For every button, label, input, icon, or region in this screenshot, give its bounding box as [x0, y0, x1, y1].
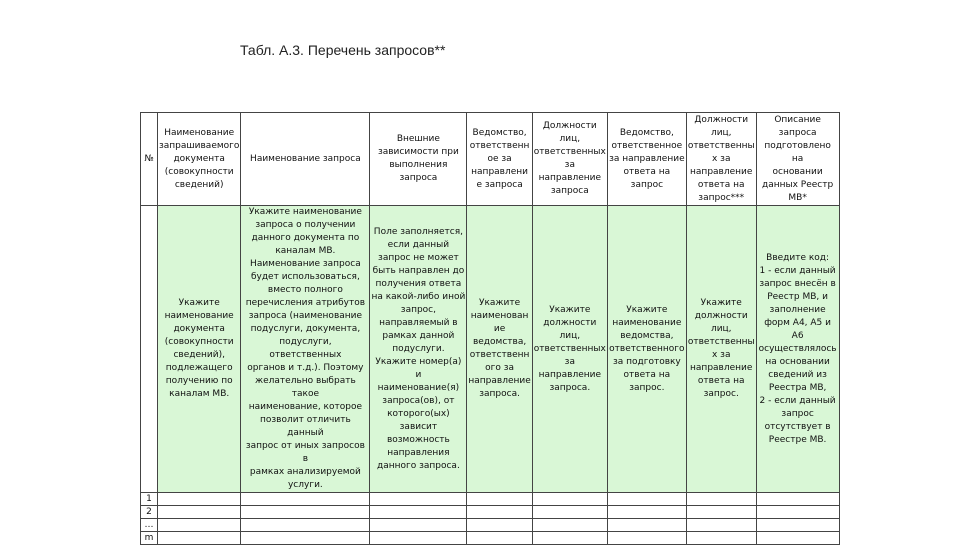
- table-cell[interactable]: [241, 532, 370, 545]
- table-cell[interactable]: [532, 506, 607, 519]
- instruction-cell-sender-positions: Укажите должности лиц, ответственных за направление запроса.: [532, 206, 607, 493]
- instruction-cell-sender-agency: Укажите наименован ие ведомства, ответственн ого за направление запроса.: [467, 206, 532, 493]
- table-cell[interactable]: [686, 506, 756, 519]
- requests-table: [140, 112, 840, 545]
- table-cell[interactable]: [467, 532, 532, 545]
- header-cell-request-name: Наименование запроса: [241, 113, 370, 206]
- table-cell[interactable]: [686, 519, 756, 532]
- header-cell-response-positions: Должности лиц, ответственны х за направление ответа на запрос***: [686, 113, 756, 206]
- row-number: …: [141, 519, 158, 532]
- table-cell[interactable]: [607, 519, 686, 532]
- row-number: 1: [141, 493, 158, 506]
- instruction-cell-dependencies: Поле заполняется, если данный запрос не может быть направлен до получения ответа на какой-либо иной запрос, направляемый в рамках данной подуслуги. Укажите номер(а) и наименование(я) запроса(ов), от которого(ых) зависит возможность направления данного запроса.: [370, 206, 467, 493]
- table-cell[interactable]: [686, 532, 756, 545]
- table-cell[interactable]: [370, 493, 467, 506]
- table-title: Табл. А.3. Перечень запросов**: [240, 42, 446, 58]
- table-row: [141, 519, 840, 532]
- row-number: 2: [141, 506, 158, 519]
- header-cell-dependencies: Внешние зависимости при выполнения запроса: [370, 113, 467, 206]
- instruction-cell-document: Укажите наименование документа (совокупности сведений), подлежащего получению по каналам МВ.: [158, 206, 241, 493]
- table-row: [141, 532, 840, 545]
- table-cell[interactable]: [158, 493, 241, 506]
- table-cell[interactable]: [158, 506, 241, 519]
- table-cell[interactable]: [756, 506, 839, 519]
- table-cell[interactable]: [607, 506, 686, 519]
- instruction-cell-response-positions: Укажите должности лиц, ответственны х за направление ответа на запрос.: [686, 206, 756, 493]
- table-cell[interactable]: [756, 493, 839, 506]
- table-cell[interactable]: [241, 506, 370, 519]
- table-cell[interactable]: [370, 519, 467, 532]
- table-cell[interactable]: [241, 493, 370, 506]
- table-row: [141, 493, 840, 506]
- table-cell[interactable]: [756, 519, 839, 532]
- header-cell-response-agency: Ведомство, ответственное за направление ответа на запрос: [607, 113, 686, 206]
- table-cell[interactable]: [532, 519, 607, 532]
- instruction-cell-response-agency: Укажите наименование ведомства, ответственного за подготовку ответа на запрос.: [607, 206, 686, 493]
- instruction-cell-request-name: Укажите наименование запроса о получении данного документа по каналам МВ. Наименование запроса будет использоваться, вместо полного перечисления атрибутов запроса (наименование подуслуги, документа, подуслуги, ответственных органов и т.д.). Поэтому желательно выбрать такое наименование, которое позволит отличить данный запрос от иных запросов в рамках анализируемой услуги.: [241, 206, 370, 493]
- table-cell[interactable]: [756, 532, 839, 545]
- header-row: [141, 113, 840, 206]
- instruction-row: [141, 206, 840, 493]
- table-row: [141, 506, 840, 519]
- header-cell-sender-positions: Должности лиц, ответственных за направление запроса: [532, 113, 607, 206]
- table-cell[interactable]: [467, 493, 532, 506]
- instruction-cell-description: Введите код: 1 - если данный запрос внесён в Реестр МВ, и заполнение форм А4, А5 и А6 осуществлялось на основании сведений из Реестра МВ, 2 - если данный запрос отсутствует в Реестре МВ.: [756, 206, 839, 493]
- table-cell[interactable]: [370, 506, 467, 519]
- table-cell[interactable]: [532, 532, 607, 545]
- table-cell[interactable]: [607, 532, 686, 545]
- table-cell[interactable]: [532, 493, 607, 506]
- instruction-cell-number: [141, 206, 158, 493]
- header-cell-document: Наименование запрашиваемого документа (совокупности сведений): [158, 113, 241, 206]
- table-cell[interactable]: [467, 506, 532, 519]
- table-cell[interactable]: [686, 493, 756, 506]
- table-cell[interactable]: [158, 519, 241, 532]
- table-cell[interactable]: [241, 519, 370, 532]
- table-cell[interactable]: [467, 519, 532, 532]
- header-cell-number: №: [141, 113, 158, 206]
- header-cell-sender-agency: Ведомство, ответственн ое за направлени е запроса: [467, 113, 532, 206]
- header-cell-description: Описание запроса подготовлено на основании данных Реестр МВ*: [756, 113, 839, 206]
- table-cell[interactable]: [370, 532, 467, 545]
- table-cell[interactable]: [607, 493, 686, 506]
- table-cell[interactable]: [158, 532, 241, 545]
- row-number: m: [141, 532, 158, 545]
